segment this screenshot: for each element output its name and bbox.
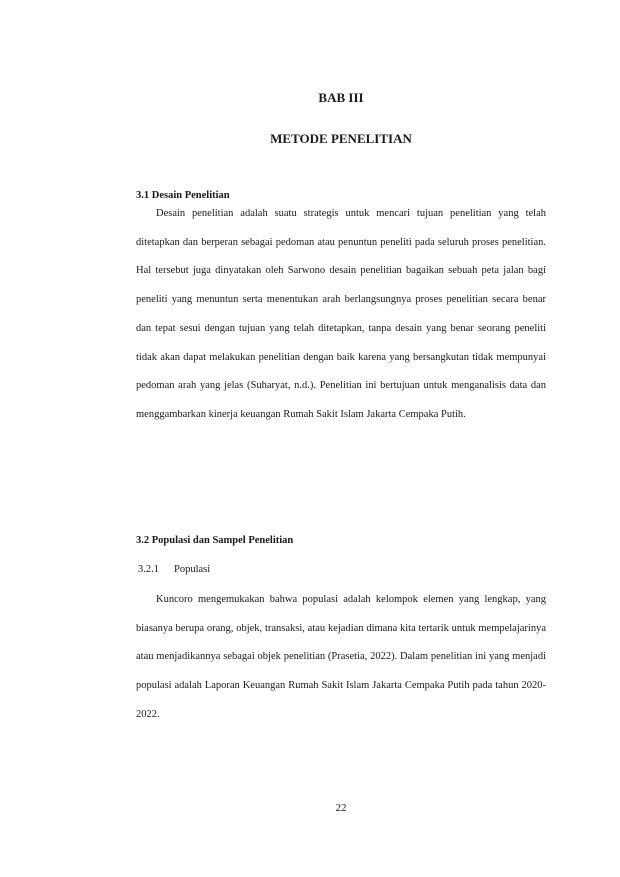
page-number: 22 [335, 802, 347, 814]
subsection-heading-3-2-1 [138, 564, 210, 575]
section-heading-3-2: 3.2 Populasi dan Sampel Penelitian [136, 535, 294, 546]
chapter-title: METODE PENELITIAN [270, 131, 412, 146]
subsection-3-2-1-paragraph: Kuncoro mengemukakan bahwa populasi adalah kelompok elemen yang lengkap, yang biasanya berupa orang, objek, transaksi, atau kejadian dimana kita tertarik untuk mempelajarinya atau menjadikannya sebagai objek penelitian (Prasetia, 2022). Dalam penelitian ini yang menjadi populasi adalah Laporan Keuangan Rumah Sakit Islam Jakarta Cempaka Putih pada tahun 2020-2022. [136, 594, 546, 720]
section-heading-3-1: 3.1 Desain Penelitian [136, 190, 230, 201]
chapter-label: BAB III [318, 90, 364, 105]
subsection-title: Populasi [174, 564, 211, 575]
section-3-1-paragraph: Desain penelitian adalah suatu strategis untuk mencari tujuan penelitian yang telah ditetapkan dan berperan sebagai pedoman atau penuntun peneliti pada seluruh proses penelitian. Hal tersebut juga dinyatakan oleh Sarwono desain penelitian bagaikan sebuah peta jalan bagi peneliti yang menuntun serta menentukan arah berlangsungnya proses penelitian secara benar dan tepat sesui dengan tujuan yang telah ditetapkan, tanpa desain yang benar seorang peneliti tidak akan dapat melakukan penelitian dengan baik karena yang bersangkutan tidak mempunyai pedoman arah yang jelas (Suharyat, n.d.). Penelitian ini bertujuan untuk menganalisis data dan menggambarkan kinerja keuangan Rumah Sakit Islam Jakarta Cempaka Putih. [136, 208, 546, 420]
subsection-number: 3.2.1 [138, 564, 159, 575]
